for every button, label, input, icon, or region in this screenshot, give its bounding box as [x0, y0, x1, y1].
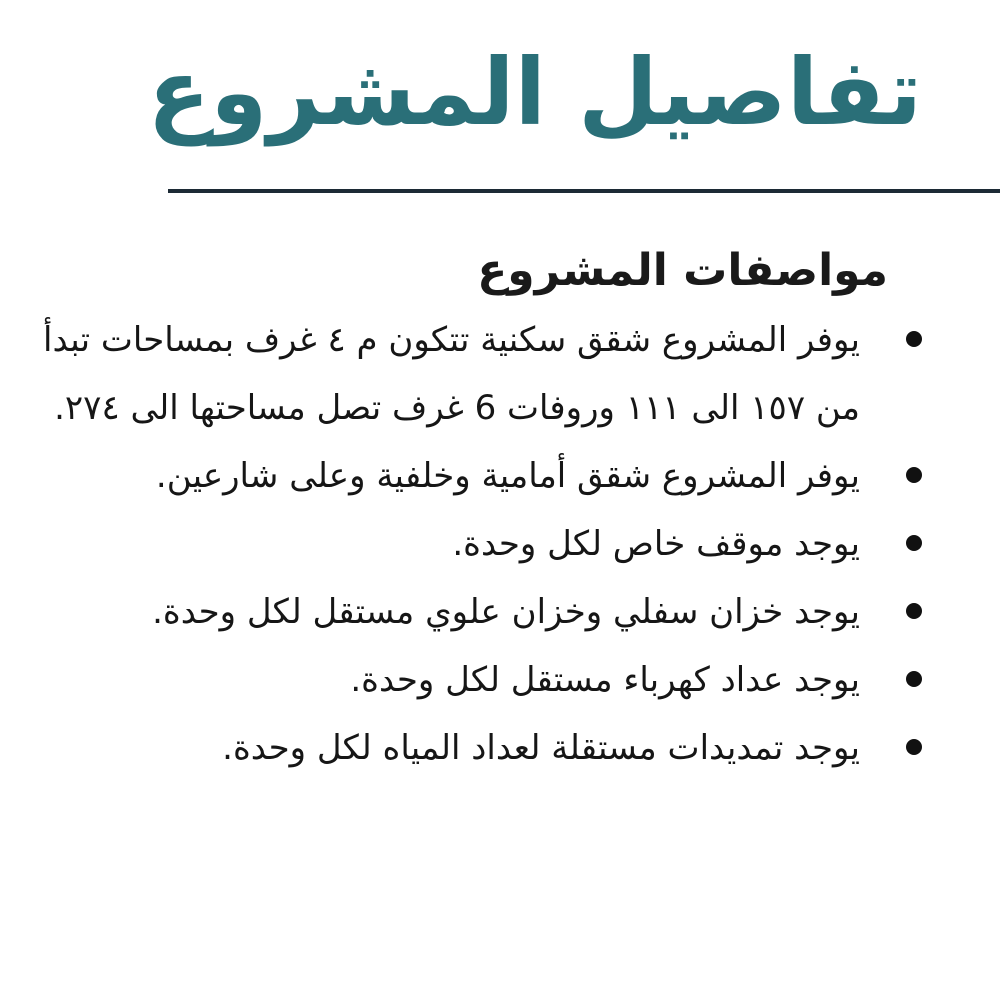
list-item — [30, 646, 910, 714]
list-item — [22, 306, 910, 442]
list-item-text: يوجد موقف خاص لكل وحدة. — [452, 524, 860, 564]
bullet-icon — [906, 535, 922, 551]
list-item-text: يوفر المشروع شقق أمامية وخلفية وعلى شارعين. — [155, 456, 860, 496]
page-title: تفاصيل المشروع — [147, 39, 922, 146]
list-item — [30, 510, 910, 578]
bullet-icon — [906, 603, 922, 619]
list-item — [30, 442, 910, 510]
list-item — [22, 578, 910, 646]
list-item-text: يوجد تمديدات مستقلة لعداد المياه لكل وحدة. — [222, 728, 860, 768]
title-divider — [168, 189, 1000, 193]
list-item-text: يوجد عداد كهرباء مستقل لكل وحدة. — [350, 660, 860, 700]
bullet-icon — [906, 331, 922, 347]
specs-list — [30, 306, 910, 782]
list-item-text: يوجد خزان سفلي وخزان علوي مستقل لكل وحدة. — [152, 592, 860, 632]
list-item — [30, 714, 910, 782]
bullet-icon — [906, 467, 922, 483]
list-item-text: يوفر المشروع شقق سكنية تتكون م ٤ غرف بمساحات تبدأ من ١٥٧ الى ١١١ وروفات 6 غرف تصل مساحتها الى ٢٧٤. — [43, 320, 860, 428]
bullet-icon — [906, 739, 922, 755]
section-heading: مواصفات المشروع — [477, 245, 888, 296]
bullet-icon — [906, 671, 922, 687]
